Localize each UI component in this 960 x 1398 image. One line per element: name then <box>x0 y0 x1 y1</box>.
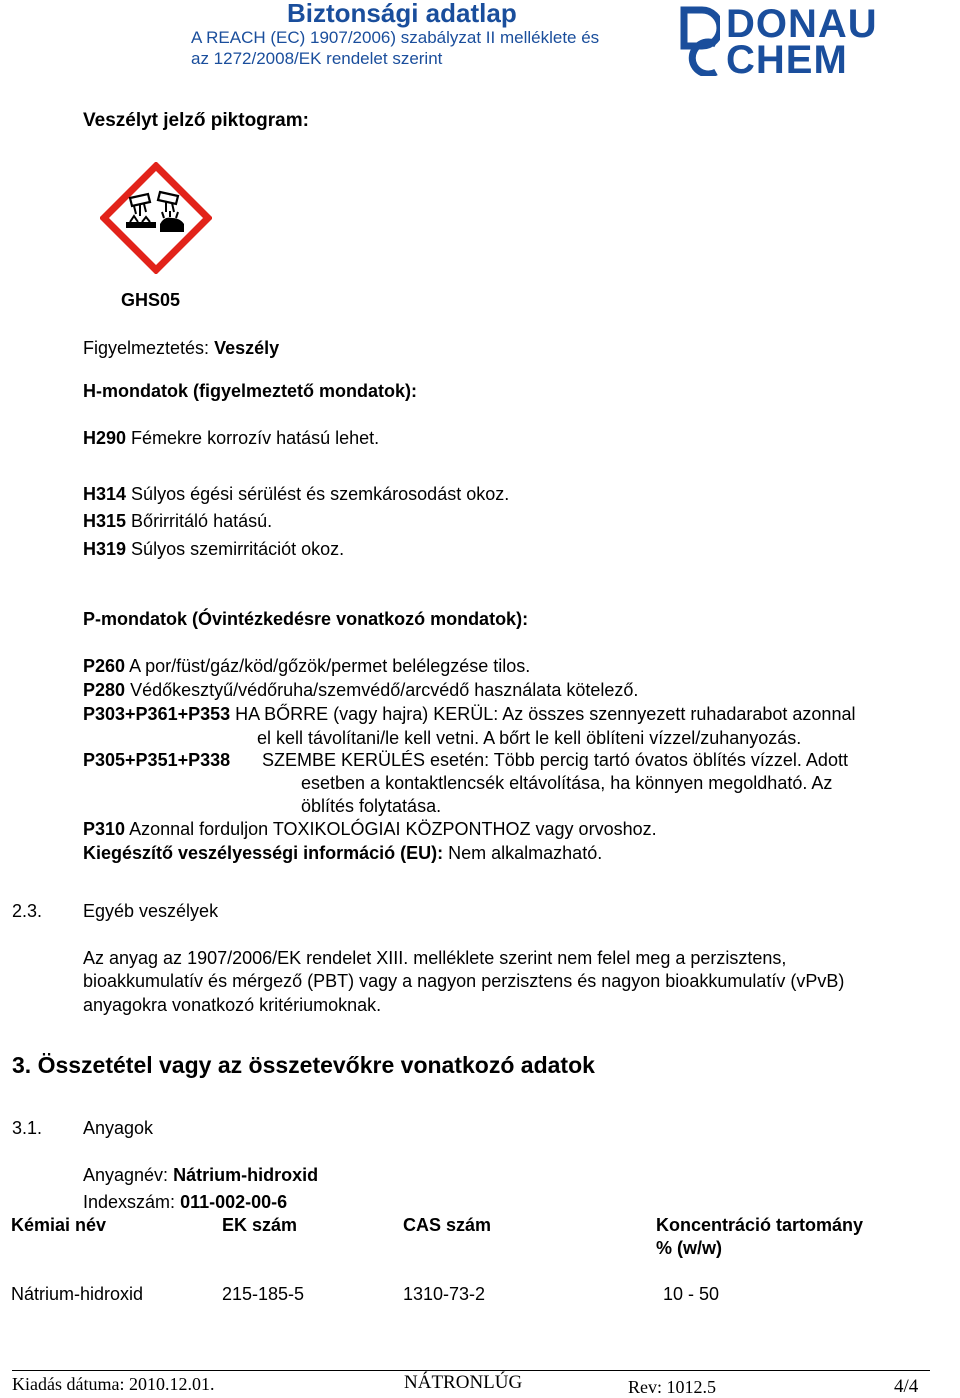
h-code: H290 <box>83 428 127 448</box>
index-number-label: Indexszám: <box>83 1192 176 1212</box>
section-3-1-title: Anyagok <box>83 1118 154 1138</box>
h-text: Bőrirritáló hatású. <box>131 511 273 531</box>
table-header-ec-number: EK szám <box>222 1215 298 1235</box>
donau-chem-logo <box>680 2 920 82</box>
footer-issue-date: Kiadás dátuma: 2010.12.01. <box>12 1374 215 1394</box>
table-cell-chemical-name: Nátrium-hidroxid <box>11 1284 144 1304</box>
p-code: P303+P361+P353 <box>83 704 231 724</box>
table-cell-concentration: 10 - 50 <box>663 1284 720 1304</box>
section-2-3-number: 2.3. <box>12 901 43 921</box>
eu-supplementary-info <box>83 843 602 864</box>
p-text-line1: HA BŐRRE (vagy hajra) KERÜL: Az összes szennyezett ruhadarabot azonnal <box>235 704 856 724</box>
h-statements-heading: H-mondatok (figyelmeztető mondatok): <box>83 381 418 401</box>
h-statement-h314 <box>83 484 509 505</box>
footer-revision: Rev: 1012.5 <box>628 1377 716 1397</box>
table-cell-ec-number: 215-185-5 <box>222 1284 305 1304</box>
p-statement-p303 <box>83 704 855 725</box>
p-code: P260 <box>83 656 126 676</box>
p-statements-heading: P-mondatok (Óvintézkedésre vonatkozó mondatok): <box>83 609 529 629</box>
h-text: Súlyos égési sérülést és szemkárosodást okoz. <box>131 484 510 504</box>
table-header-cas-number: CAS szám <box>403 1215 492 1235</box>
index-number-row <box>83 1192 287 1213</box>
section-2-3-text-line3: anyagokra vonatkozó kritériumoknak. <box>83 995 382 1015</box>
p-statement-p305-line1: SZEMBE KERÜLÉS esetén: Több percig tartó óvatos öblítés vízzel. Adott <box>262 750 848 770</box>
h-code: H315 <box>83 511 127 531</box>
h-code: H319 <box>83 539 127 559</box>
p-statement-p305 <box>83 750 230 771</box>
signal-word-label: Figyelmeztetés: <box>83 338 210 358</box>
substance-name-label: Anyagnév: <box>83 1165 169 1185</box>
footer-page-number: 4/4 <box>894 1376 919 1397</box>
logo-bottom-text: CHEM <box>726 38 848 82</box>
footer-product-name: NÁTRONLÚG <box>404 1372 523 1393</box>
section-3-1-number: 3.1. <box>12 1118 43 1138</box>
p-code: P310 <box>83 819 126 839</box>
signal-word-value: Veszély <box>214 338 280 358</box>
pictogram-heading: Veszélyt jelző piktogram: <box>83 110 309 131</box>
p-code: P305+P351+P338 <box>83 750 231 770</box>
corrosion-pictogram-icon <box>100 162 212 274</box>
document-subtitle-line1: A REACH (EC) 1907/2006) szabályzat II melléklete és <box>191 28 600 47</box>
table-cell-cas-number: 1310-73-2 <box>403 1284 486 1304</box>
section-2-3-text-line1: Az anyag az 1907/2006/EK rendelet XIII. melléklete szerint nem felel meg a perzisztens, <box>83 948 787 968</box>
h-text: Fémekre korrozív hatású lehet. <box>131 428 380 448</box>
section-3-title: 3. Összetétel vagy az összetevőkre vonatkozó adatok <box>12 1052 595 1078</box>
h-code: H314 <box>83 484 127 504</box>
index-number-value: 011-002-00-6 <box>180 1192 288 1212</box>
table-header-concentration: Koncentráció tartomány <box>656 1215 864 1235</box>
p-statement-p280 <box>83 680 638 701</box>
substance-name-row <box>83 1165 318 1186</box>
logo-mark-icon <box>680 6 720 76</box>
footer-divider <box>12 1370 930 1371</box>
p-text: Védőkesztyű/védőruha/szemvédő/arcvédő használata kötelező. <box>130 680 639 700</box>
table-header-concentration-unit: % (w/w) <box>656 1238 722 1258</box>
p-statement-p305-line3: öblítés folytatása. <box>301 796 442 816</box>
p-code: P280 <box>83 680 126 700</box>
p-text: Azonnal forduljon TOXIKOLÓGIAI KÖZPONTHOZ vagy orvoshoz. <box>129 819 657 839</box>
p-statement-p303-line2: el kell távolítani/le kell vetni. A bőrt le kell öblíteni vízzel/zuhanyozás. <box>257 728 802 748</box>
substance-name-value: Nátrium-hidroxid <box>173 1165 319 1185</box>
document-subtitle-line2: az 1272/2008/EK rendelet szerint <box>191 49 443 68</box>
p-statement-p310 <box>83 819 657 840</box>
h-statement-h319 <box>83 539 344 560</box>
h-text: Súlyos szemirritációt okoz. <box>131 539 345 559</box>
h-statement-h315 <box>83 511 272 532</box>
eu-label: Kiegészítő veszélyességi információ (EU): <box>83 843 444 863</box>
h-statement-h290 <box>83 428 379 449</box>
document-title: Biztonsági adatlap <box>287 0 517 28</box>
logo-top-text: DONAU <box>726 2 878 46</box>
eu-value: Nem alkalmazható. <box>448 843 603 863</box>
ghs-code: GHS05 <box>121 290 181 310</box>
p-statement-p260 <box>83 656 530 677</box>
section-2-3-title: Egyéb veszélyek <box>83 901 219 921</box>
signal-word-row <box>83 338 279 359</box>
table-header-chemical-name: Kémiai név <box>11 1215 107 1235</box>
p-statement-p305-line2: esetben a kontaktlencsék eltávolítása, ha könnyen megoldható. Az <box>301 773 833 793</box>
p-text: A por/füst/gáz/köd/gőzök/permet belélegzése tilos. <box>129 656 531 676</box>
section-2-3-text-line2: bioakkumulatív és mérgező (PBT) vagy a nagyon perzisztens és nagyon bioakkumulatív (vPvB) <box>83 971 845 991</box>
